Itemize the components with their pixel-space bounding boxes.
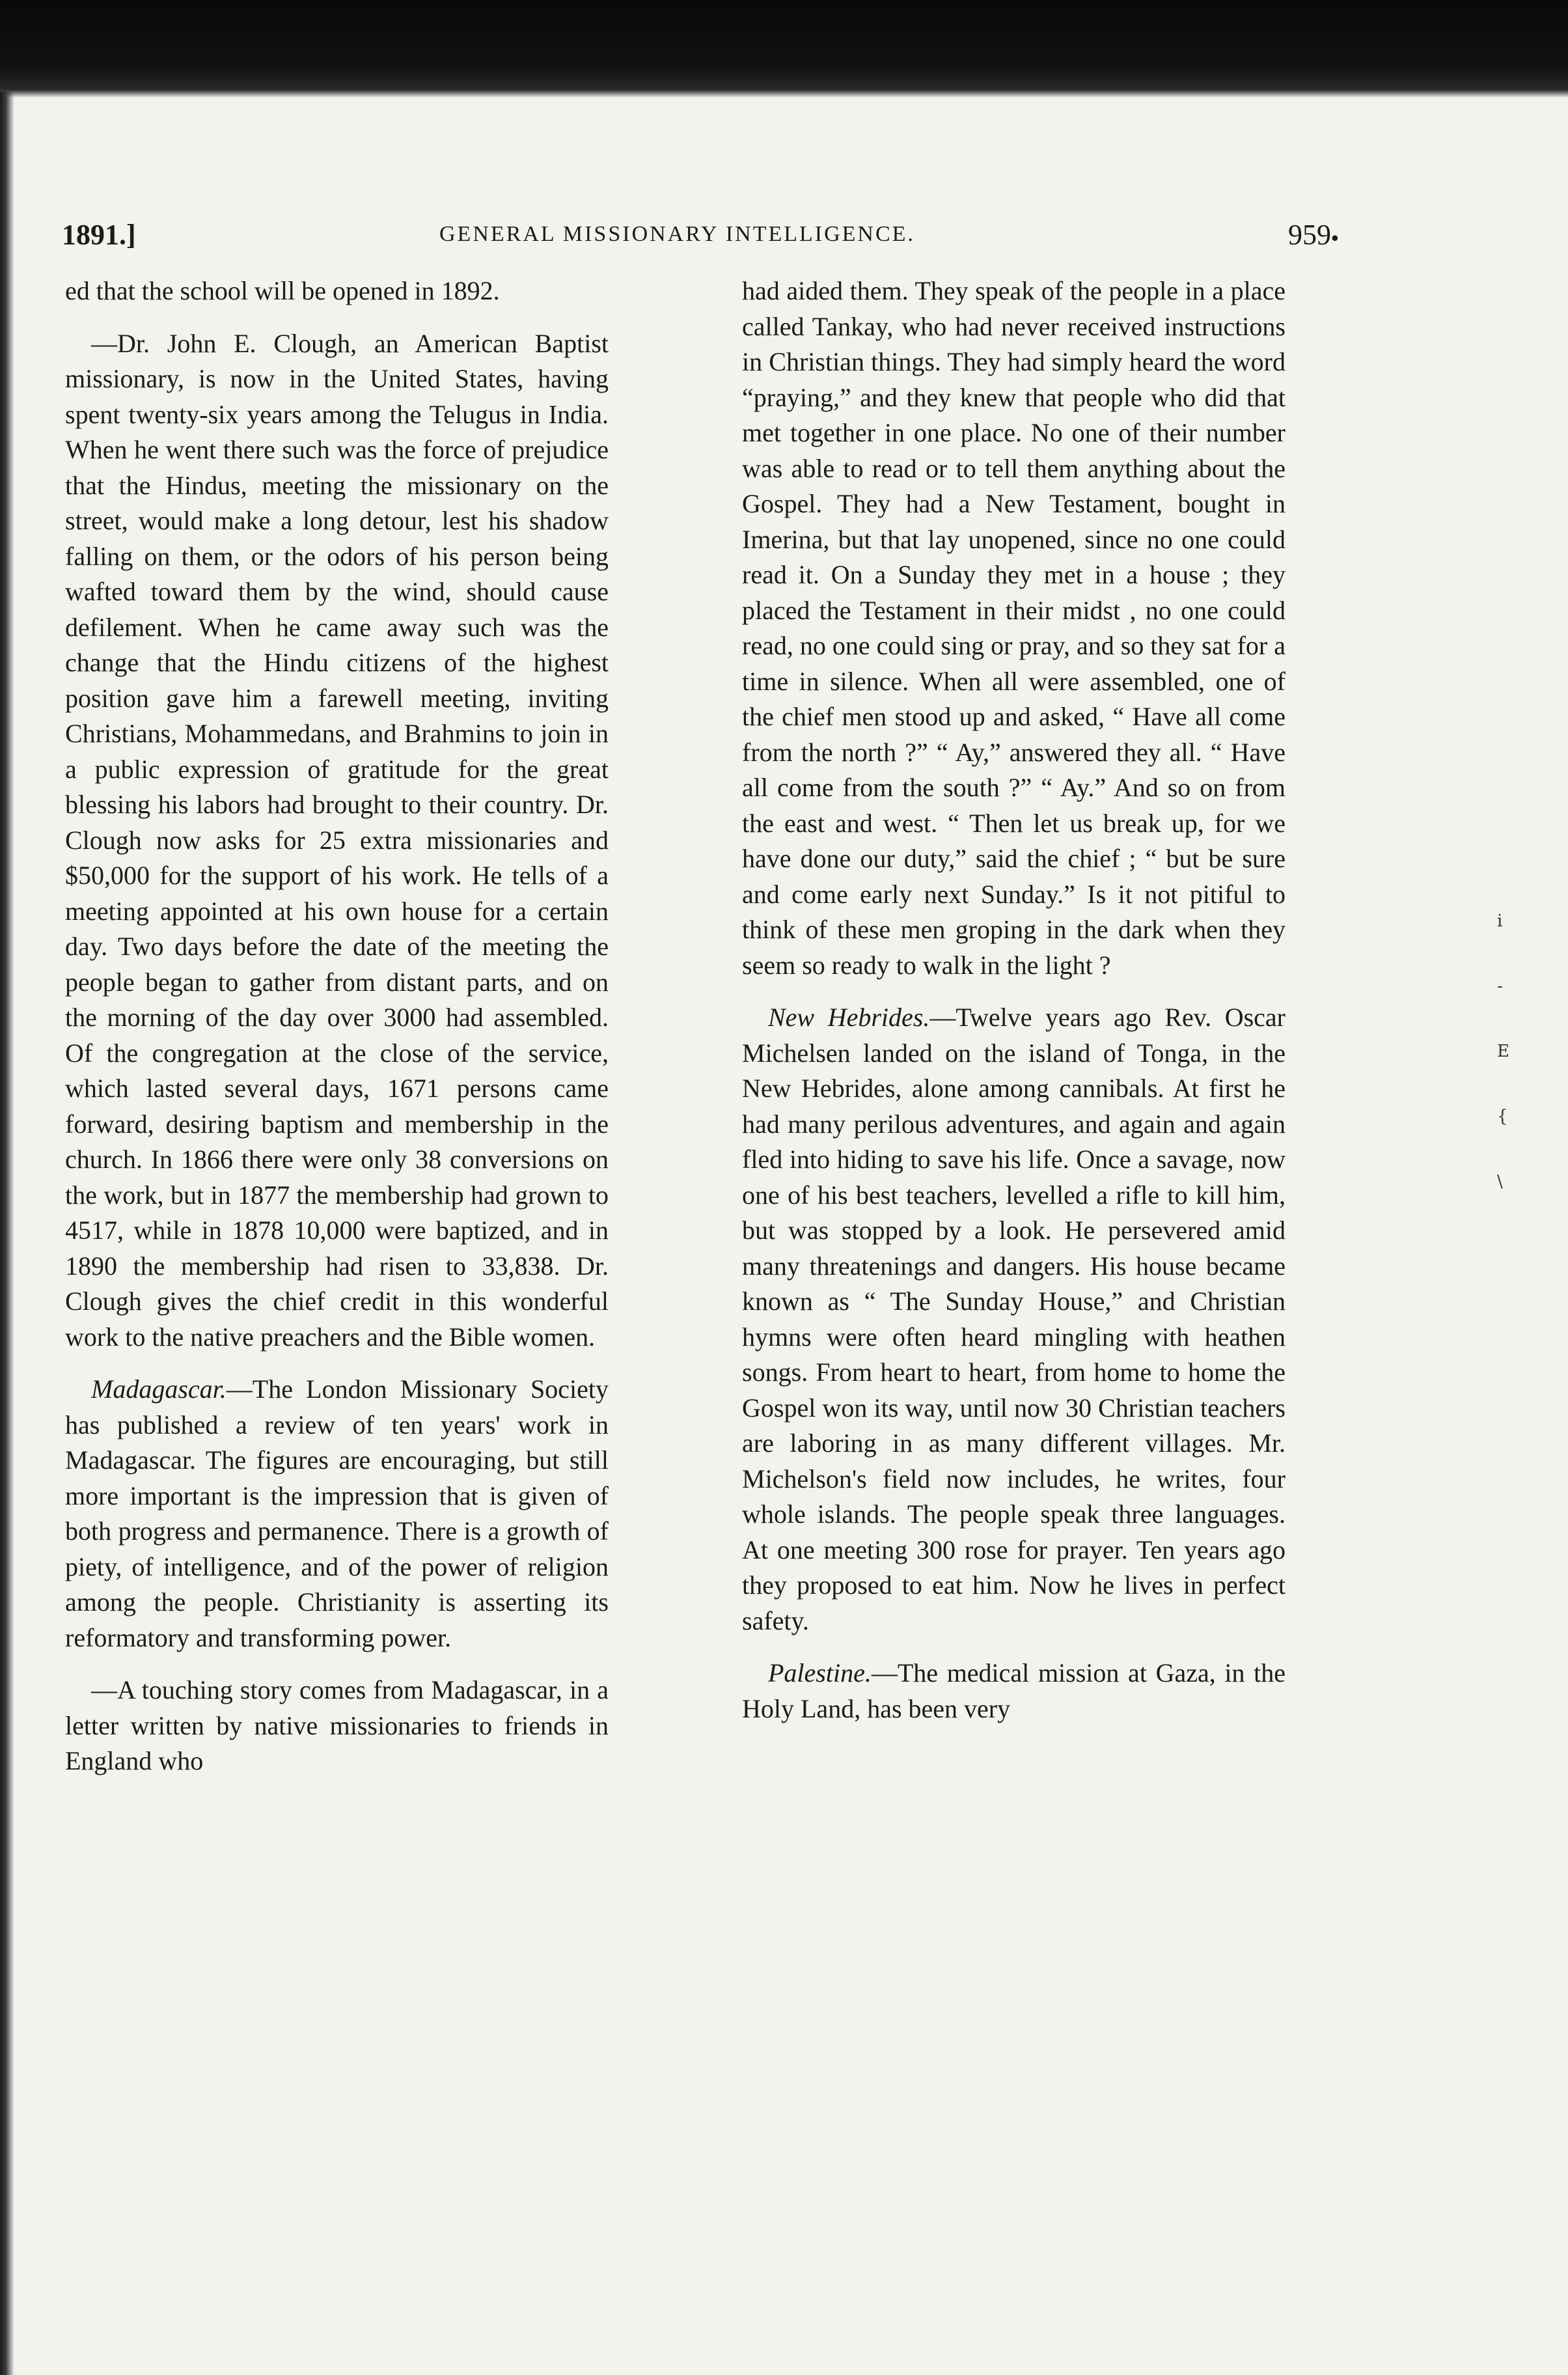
margin-marks — [1497, 911, 1523, 1237]
section-lead-madagascar: Madagascar. — [91, 1374, 227, 1404]
paragraph-new-hebrides — [742, 1000, 1286, 1639]
paragraph-new-hebrides-text: —Twelve years ago Rev. Oscar Michelsen landed on the island of Tonga, in the New Hebrides, alone among cannibals. At first he had many perilous adventures, and again and again fled into hiding to save his life. Once a savage, now one of his best teachers, levelled a rifle to kill him, but was stopped by a look. He persevered amid many threatenings and dangers. His house became known as “ The Sunday House,” and Christian hymns were often heard mingling with heathen songs. From heart to heart, from home to home the Gospel won its way, until now 30 Christian teachers are laboring in as many different villages. Mr. Michelson's field now includes, he writes, four whole islands. The people speak three languages. At one meeting 300 rose for prayer. Ten years ago they proposed to eat him. Now he lives in perfect safety. — [742, 1003, 1286, 1635]
paragraph-madagascar-text: —The London Missionary Society has published a review of ten years' work in Madagascar. The figures are encouraging, but still more important is the impression that is given of both progress and permanence. There is a growth of piety, of intelligence, and of the power of religion among the people. Christianity is asserting its reformatory and transforming power. — [65, 1374, 609, 1652]
scan-top-border — [0, 0, 1568, 98]
running-head — [62, 218, 1331, 257]
paragraph-tankay: had aided them. They speak of the people in a place called Tankay, who had never received instructions in Christian things. They had simply heard the word “praying,” and they knew that people who did that met together in one place. No one of their number was able to read or to tell them anything about the Gospel. They had a New Testament, bought in Imerina, but that lay unopened, since no one could read it. On a Sunday they met in a house ; they placed the Testament in their midst , no one could read, no one could sing or pray, and so they sat for a time in silence. When all were assembled, one of the chief men stood up and asked, “ Have all come from the north ?” “ Ay,” answered they all. “ Have all come from the south ?” “ Ay.” And so on from the east and west. “ Then let us break up, for we have done our duty,” said the chief ; “ but be sure and come early next Sunday.” Is it not pitiful to think of these men groping in the dark when they seem so ready to walk in the light ? — [742, 276, 1286, 980]
section-lead-new-hebrides: New Hebrides. — [768, 1003, 930, 1032]
paragraph-palestine-text: —The medical mission at Gaza, in the Holy Land, has been very — [742, 1658, 1286, 1723]
scan-left-edge — [0, 91, 14, 2375]
paragraph-school: ed that the school will be opened in 1892. — [65, 276, 500, 305]
page-number: 959 — [1288, 219, 1331, 251]
header-year: 1891.] — [62, 219, 136, 251]
right-column — [742, 273, 1286, 1743]
paragraph-touching-story: —A touching story comes from Madagascar, in a letter written by native missionaries to friends in England who — [65, 1675, 609, 1775]
margin-mark: E — [1497, 1042, 1509, 1061]
header-title: GENERAL MISSIONARY INTELLIGENCE. — [439, 222, 915, 246]
left-column — [65, 273, 609, 1796]
paragraph-palestine — [742, 1656, 1286, 1727]
margin-mark: \ — [1497, 1172, 1503, 1191]
margin-mark: i — [1497, 911, 1503, 931]
section-lead-palestine: Palestine. — [768, 1658, 872, 1688]
margin-mark: - — [1497, 977, 1503, 996]
paragraph-madagascar — [65, 1372, 609, 1656]
bullet-mark: • — [1329, 228, 1341, 251]
margin-mark: { — [1497, 1107, 1508, 1126]
paragraph-clough: —Dr. John E. Clough, an American Baptist missionary, is now in the United States, having spent twenty-six years among the Telugus in India. When he went there such was the force of prejudice that the Hindus, meeting the missionary on the street, would make a long detour, lest his shadow falling on them, or the odors of his person being wafted toward them by the wind, should cause defilement. When he came away such was the change that the Hindu citizens of the highest position gave him a farewell meeting, inviting Christians, Mohammedans, and Brahmins to join in a public expression of gratitude for the great blessing his labors had brought to their country. Dr. Clough now asks for 25 extra missionaries and $50,000 for the support of his work. He tells of a meeting appointed at his own house for a certain day. Two days before the date of the meeting the people began to gather from distant parts, and on the morning of the day over 3000 had assembled. Of the congregation at the close of the service, which lasted several days, 1671 persons came forward, desiring baptism and membership in the church. In 1866 there were only 38 conversions on the work, but in 1877 the membership had grown to 4517, while in 1878 10,000 were baptized, and in 1890 the membership had risen to 33,838. Dr. Clough gives the chief credit in this wonderful work to the native preachers and the Bible women. — [65, 328, 609, 1352]
